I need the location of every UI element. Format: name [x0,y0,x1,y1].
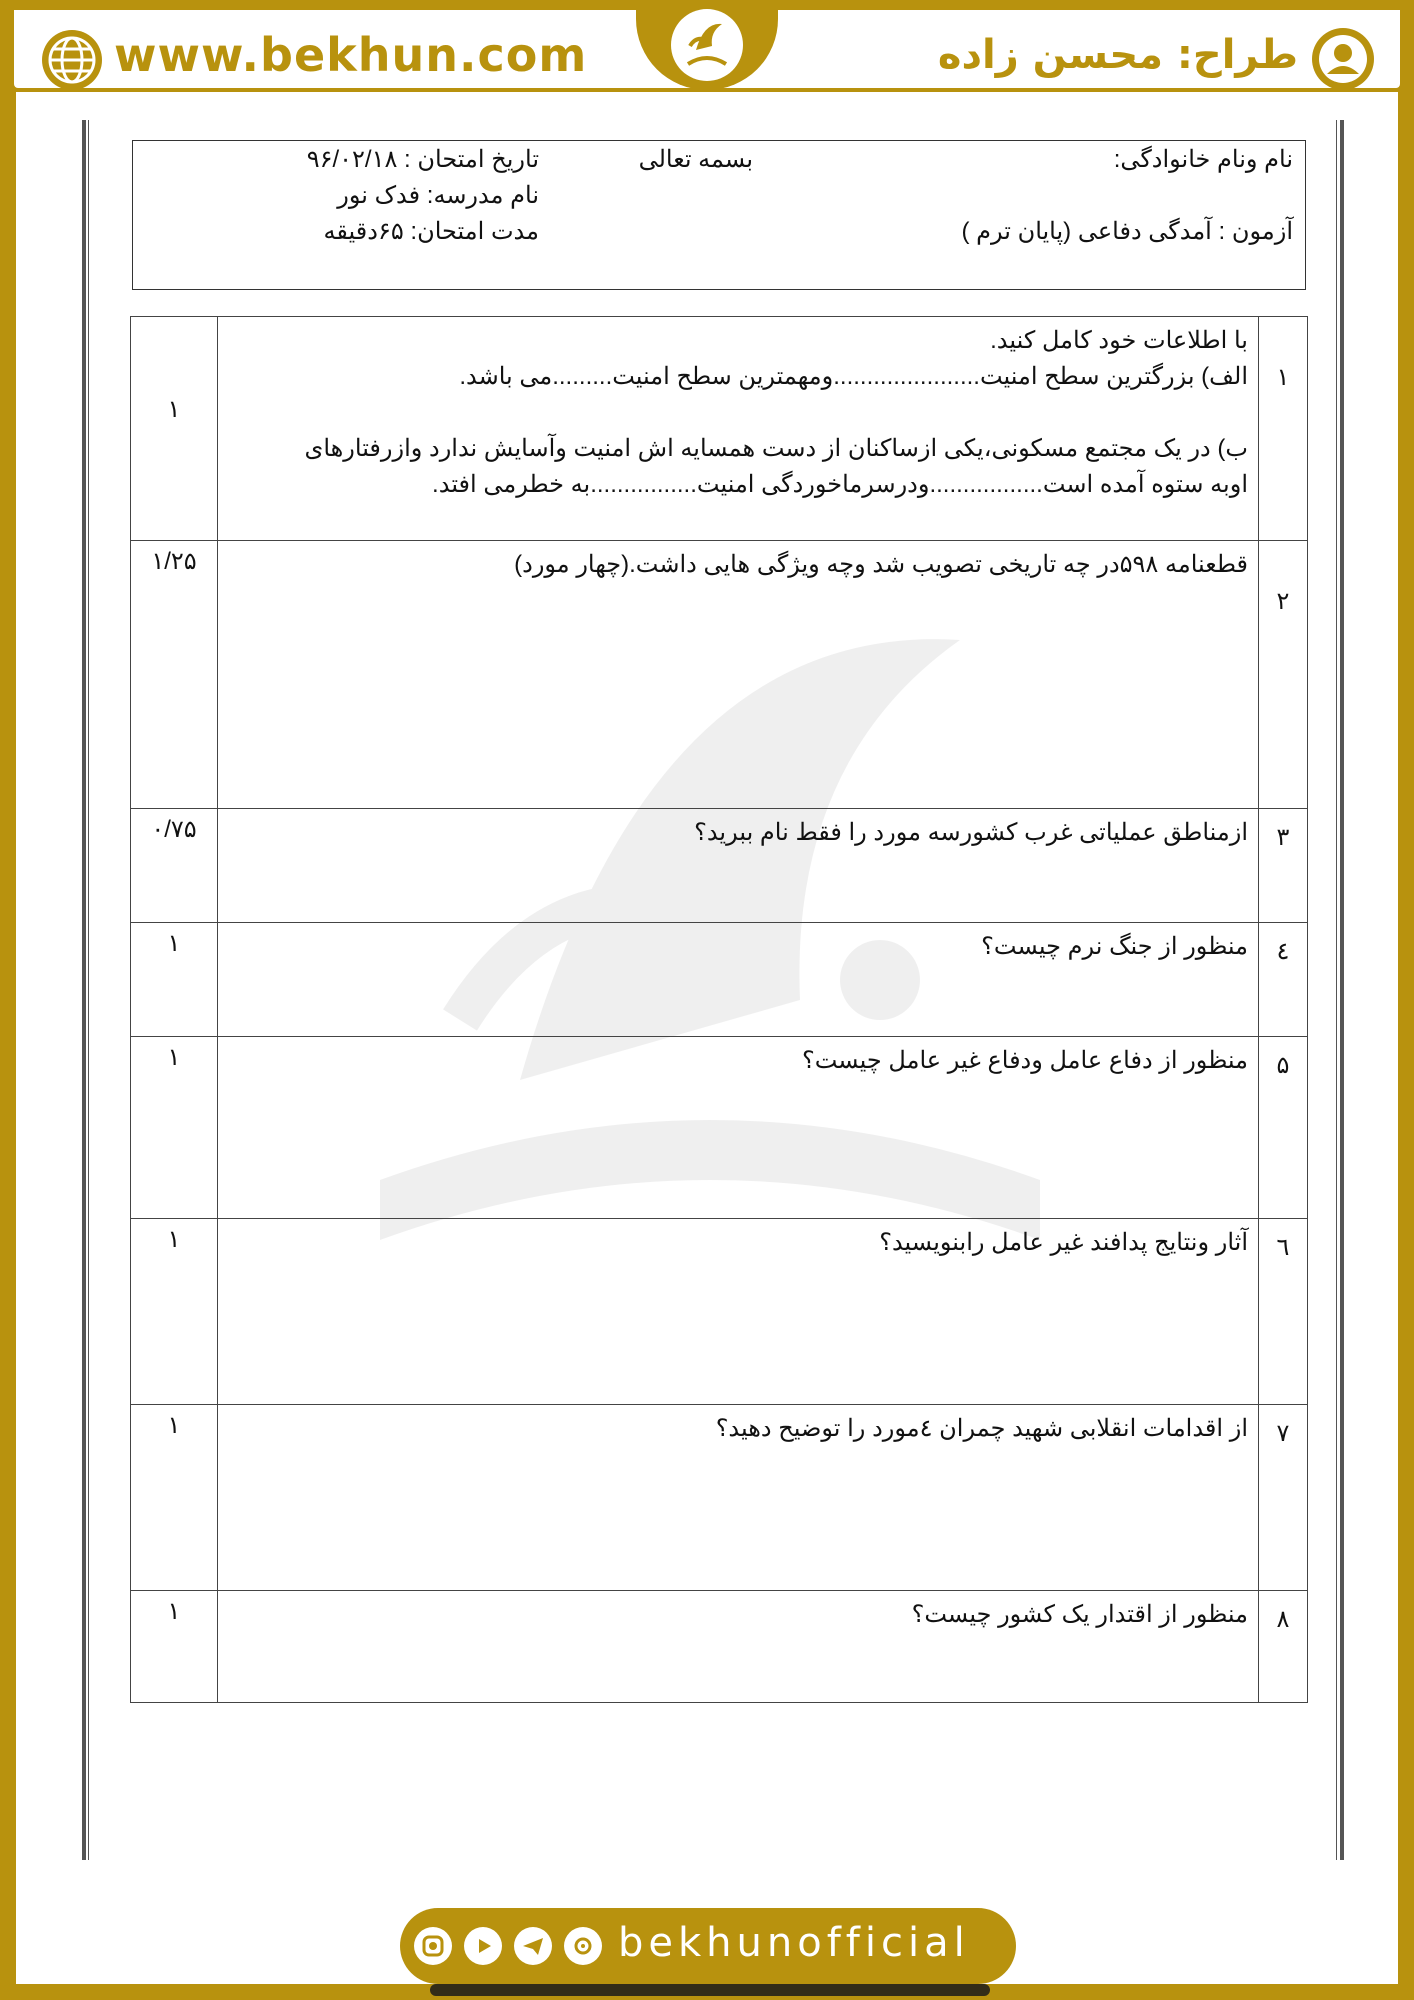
question-blank-line [228,395,1248,431]
question-text: منظور از دفاع عامل ودفاع غیر عامل چیست؟ [218,1037,1259,1219]
question-number: ۸ [1259,1591,1308,1703]
student-name-label: نام ونام خانوادگی: [1113,146,1293,173]
question-number: ٤ [1259,923,1308,1037]
question-line: ب) در یک مجتمع مسکونی،یکی ازساکنان از دست همسایه اش امنیت وآسایش ندارد وازرفتارهای [304,435,1248,462]
question-row-2 [131,541,1308,809]
exam-info-box [132,140,1306,290]
question-score: ۱ [131,1219,218,1405]
question-number: ۲ [1259,541,1308,809]
question-score: ۱ [131,317,218,541]
question-text: منظور از اقتدار یک کشور چیست؟ [218,1591,1259,1703]
school-name: نام مدرسه: فدک نور [337,182,539,209]
question-row-7 [131,1405,1308,1591]
question-number: ۳ [1259,809,1308,923]
question-score: ۱/۲۵ [131,541,218,809]
page-frame-right [1340,120,1344,1860]
question-text: منظور از جنگ نرم چیست؟ [218,923,1259,1037]
question-row-6 [131,1219,1308,1405]
question-line: اوبه ستوه آمده است.................ودرسرماخوردگی امنیت................به خطرمی افتد. [432,471,1248,498]
question-text: آثار ونتایج پدافند غیر عامل رابنویسید؟ [218,1219,1259,1405]
question-number: ٦ [1259,1219,1308,1405]
designer-credit: طراح: محسن زاده [937,32,1298,78]
questions-table [130,316,1308,1703]
question-number: ۷ [1259,1405,1308,1591]
question-text: ازمناطق عملیاتی غرب کشورسه مورد را فقط نام ببرید؟ [218,809,1259,923]
user-avatar-icon [1312,28,1374,90]
site-url-link[interactable]: www.bekhun.com [114,28,588,82]
instagram-icon[interactable] [414,1927,452,1965]
social-handle[interactable]: bekhunofficial [618,1920,970,1966]
basmala-text: بسمه تعالی [638,146,753,173]
question-text: قطعنامه ۵۹۸در چه تاریخی تصویب شد وچه ویژگی هایی داشت.(چهار مورد) [218,541,1259,809]
exam-date: تاریخ امتحان : ۹۶/۰۲/۱۸ [306,146,539,173]
question-row-8 [131,1591,1308,1703]
question-line: الف) بزرگترین سطح امنیت......................ومهمترین سطح امنیت.........می باشد. [459,363,1248,390]
top-header-bar [0,0,1414,90]
question-row-5 [131,1037,1308,1219]
question-number: ۵ [1259,1037,1308,1219]
question-number: ۱ [1259,317,1308,541]
question-score: ۰/۷۵ [131,809,218,923]
social-links-bar [400,1908,1016,1984]
page-frame-left [82,120,86,1860]
question-row-3 [131,809,1308,923]
globe-icon[interactable] [42,30,102,90]
question-score: ۱ [131,1405,218,1591]
page-frame-left-inner [88,120,89,1860]
aparat-icon[interactable] [564,1927,602,1965]
telegram-icon[interactable] [514,1927,552,1965]
exam-duration: مدت امتحان: ۶۵دقیقه [323,218,539,245]
logo-icon [666,6,748,84]
question-row-1 [131,317,1308,541]
page-frame-right-inner [1336,120,1337,1860]
question-score: ۱ [131,1591,218,1703]
social-bar-shadow [430,1984,990,1996]
question-line: با اطلاعات خود کامل کنید. [990,327,1248,354]
question-score: ۱ [131,1037,218,1219]
question-text [218,317,1259,541]
question-row-4 [131,923,1308,1037]
youtube-icon[interactable] [464,1927,502,1965]
question-text: از اقدامات انقلابی شهید چمران ٤مورد را توضیح دهید؟ [218,1405,1259,1591]
question-score: ۱ [131,923,218,1037]
exam-title: آزمون : آمدگی دفاعی (پایان ترم ) [961,218,1293,245]
